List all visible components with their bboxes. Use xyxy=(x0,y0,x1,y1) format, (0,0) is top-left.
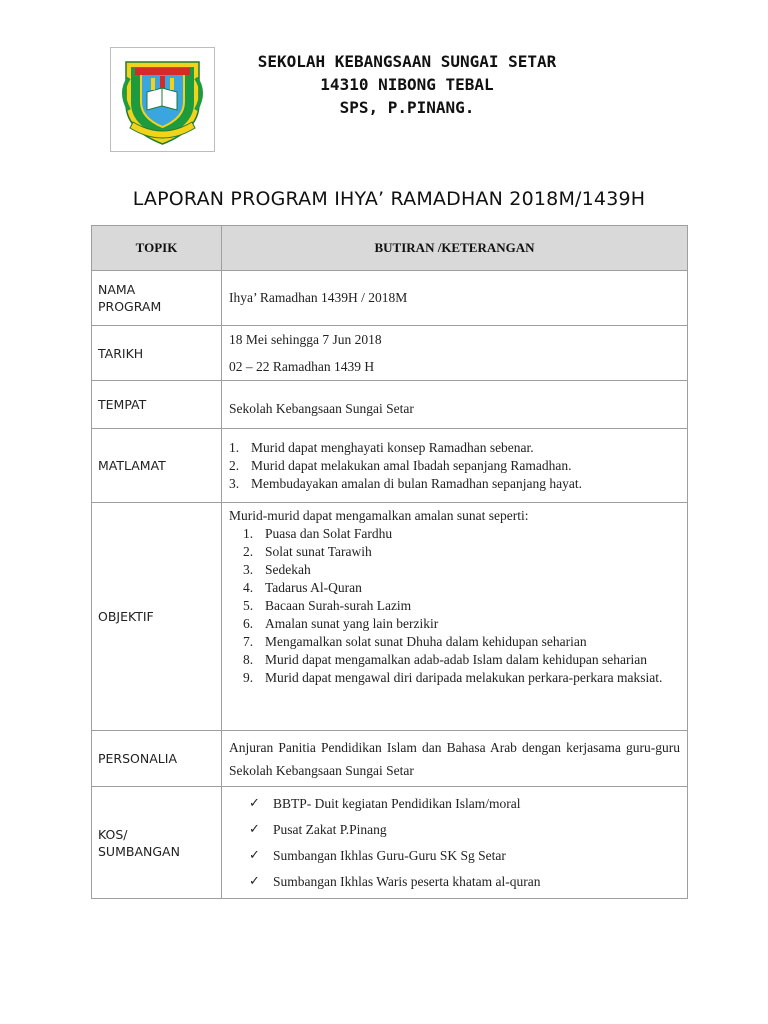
school-district: SPS, P.PINANG. xyxy=(339,98,475,117)
list-item: 3. Membudayakan amalan di bulan Ramadhan sepanjang hayat. xyxy=(229,475,583,491)
detail-cell: Ihya’ Ramadhan 1439H / 2018M xyxy=(222,271,688,326)
list-item: 1. Puasa dan Solat Fardhu xyxy=(243,526,393,541)
row-kos-sumbangan xyxy=(92,787,688,899)
school-crest-icon xyxy=(111,48,214,151)
detail-cell xyxy=(222,787,688,899)
list-item: 7. Mengamalkan solat sunat Dhuha dalam kehidupan seharian xyxy=(243,634,587,649)
check-icon: ✓ xyxy=(249,847,260,863)
check-icon: ✓ xyxy=(249,873,260,889)
table-header-row xyxy=(92,226,688,271)
list-item: ✓ BBTP- Duit kegiatan Pendidikan Islam/moral xyxy=(249,795,521,811)
list-item: 1. Murid dapat menghayati konsep Ramadhan sebenar. xyxy=(229,439,534,455)
list-item: ✓ Pusat Zakat P.Pinang xyxy=(249,821,387,837)
school-header xyxy=(212,50,602,119)
topic-label: OBJEKTIF xyxy=(92,503,222,731)
objektif-list xyxy=(229,525,680,687)
topic-label: TEMPAT xyxy=(92,381,222,429)
topic-cell xyxy=(92,787,222,899)
detail-cell xyxy=(222,429,688,503)
detail-cell xyxy=(222,503,688,731)
list-item: 5. Bacaan Surah-surah Lazim xyxy=(243,598,412,613)
list-item: 3. Sedekah xyxy=(243,562,311,577)
list-item: 9. Murid dapat mengawal diri daripada melakukan perkara-perkara maksiat. xyxy=(243,670,663,685)
school-logo xyxy=(110,47,215,152)
date-range: 18 Mei sehingga 7 Jun 2018 xyxy=(229,332,382,347)
objektif-intro: Murid-murid dapat mengamalkan amalan sunat seperti: xyxy=(229,508,529,523)
topic-label: MATLAMAT xyxy=(92,429,222,503)
school-name: SEKOLAH KEBANGSAAN SUNGAI SETAR xyxy=(257,52,557,71)
row-nama-program xyxy=(92,271,688,326)
topic-label: PERSONALIA xyxy=(92,731,222,787)
list-item: ✓ Sumbangan Ikhlas Waris peserta khatam al-quran xyxy=(249,873,541,889)
topic-label: NAMA xyxy=(98,282,136,297)
check-icon: ✓ xyxy=(249,795,260,811)
row-objektif xyxy=(92,503,688,731)
list-item: 2. Solat sunat Tarawih xyxy=(243,544,372,559)
row-matlamat xyxy=(92,429,688,503)
list-item: ✓ Sumbangan Ikhlas Guru-Guru SK Sg Setar xyxy=(249,847,506,863)
row-personalia xyxy=(92,731,688,787)
detail-cell: Sekolah Kebangsaan Sungai Setar xyxy=(222,381,688,429)
report-title: LAPORAN PROGRAM IHYA’ RAMADHAN 2018M/1439H xyxy=(132,188,646,210)
column-header-butiran: BUTIRAN /KETERANGAN xyxy=(222,226,688,271)
list-item: 2. Murid dapat melakukan amal Ibadah sepanjang Ramadhan. xyxy=(229,457,572,473)
column-header-topik: TOPIK xyxy=(92,226,222,271)
report-table xyxy=(91,225,688,899)
detail-cell xyxy=(222,326,688,381)
topic-label: TARIKH xyxy=(92,326,222,381)
hijri-date-range: 02 – 22 Ramadhan 1439 H xyxy=(229,359,375,374)
school-address: 14310 NIBONG TEBAL xyxy=(320,75,494,94)
matlamat-list xyxy=(229,439,680,493)
check-icon: ✓ xyxy=(249,821,260,837)
list-item: 6. Amalan sunat yang lain berzikir xyxy=(243,616,439,631)
row-tempat xyxy=(92,381,688,429)
detail-cell: Anjuran Panitia Pendidikan Islam dan Bahasa Arab dengan kerjasama guru-guru Sekolah Kebangsaan Sungai Setar xyxy=(222,731,688,787)
topic-label: SUMBANGAN xyxy=(98,843,180,859)
topic-label: PROGRAM xyxy=(98,299,162,314)
sumbangan-list xyxy=(229,791,680,895)
row-tarikh xyxy=(92,326,688,381)
topic-cell xyxy=(92,271,222,326)
list-item: 4. Tadarus Al-Quran xyxy=(243,580,362,595)
topic-label: KOS/ xyxy=(98,826,128,842)
list-item: 8. Murid dapat mengamalkan adab-adab Islam dalam kehidupan seharian xyxy=(243,652,647,667)
